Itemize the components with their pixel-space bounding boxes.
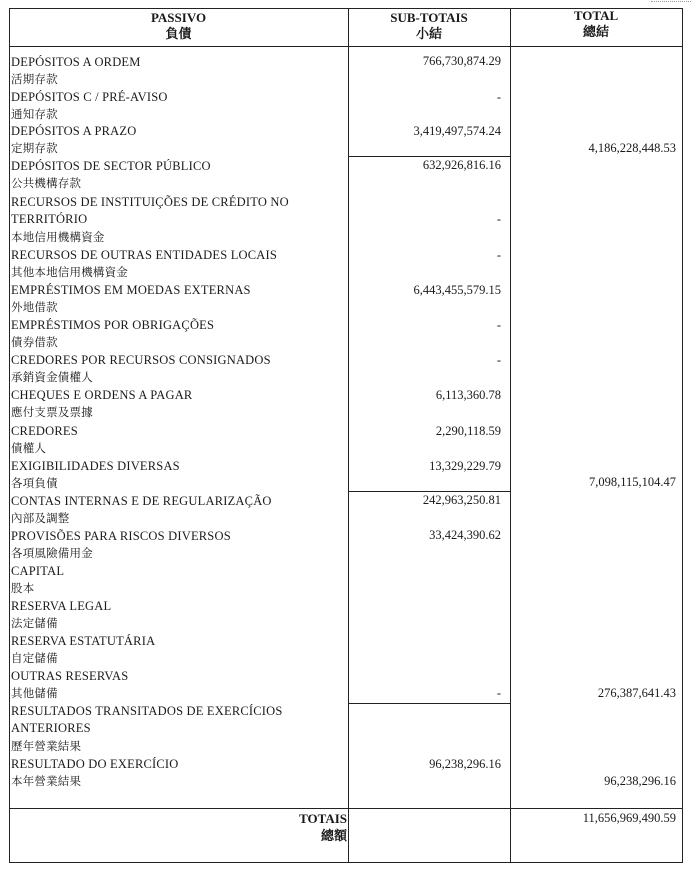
- row-subtotal: 33,424,390.62: [429, 528, 501, 542]
- row-subtotal: 3,419,497,574.24: [413, 124, 501, 138]
- row-subtotal: 2,290,118.59: [435, 424, 501, 438]
- row-label-pt: OUTRAS RESERVAS: [11, 669, 129, 683]
- row-label-cn: 其他本地信用機構資金: [11, 265, 128, 279]
- header-passivo: [9, 10, 348, 42]
- grid-subtotal-left: [348, 8, 349, 863]
- totals-label-pt: TOTAIS: [299, 811, 347, 826]
- row-label-cn: 股本: [11, 581, 35, 595]
- row-label-pt: PROVISÕES PARA RISCOS DIVERSOS: [11, 529, 231, 543]
- row-label-pt-2: ANTERIORES: [11, 721, 91, 735]
- row-label-pt: RESERVA ESTATUTÁRIA: [11, 634, 156, 648]
- row-label-pt: RECURSOS DE INSTITUIÇÕES DE CRÉDITO NO: [11, 195, 289, 209]
- grid-left: [9, 8, 10, 863]
- row-label-cn: 各項負債: [11, 476, 58, 490]
- row-subtotal: 242,963,250.81: [422, 493, 501, 507]
- row-subtotal: -: [496, 686, 501, 700]
- grid-right: [682, 8, 683, 863]
- row-total: 96,238,296.16: [604, 774, 676, 788]
- row-label-cn: 自定儲備: [11, 651, 58, 665]
- row-label-cn: 各項風險備用金: [11, 546, 93, 560]
- row-label-pt: CREDORES POR RECURSOS CONSIGNADOS: [11, 353, 271, 367]
- grid-totals-top: [9, 808, 682, 809]
- row-label-cn: 債權人: [11, 441, 47, 455]
- totals-label: [299, 810, 347, 844]
- row-label-cn: 法定儲備: [11, 616, 58, 630]
- header-subtotais: [348, 10, 510, 42]
- row-label-cn: 定期存款: [11, 141, 58, 155]
- row-label-pt: EMPRÉSTIMOS POR OBRIGAÇÕES: [11, 318, 215, 332]
- row-label-cn: 通知存款: [11, 107, 58, 121]
- row-subtotal: 96,238,296.16: [429, 757, 501, 771]
- row-label-cn: 應付支票及票據: [11, 405, 93, 419]
- row-label-pt: EMPRÉSTIMOS EM MOEDAS EXTERNAS: [11, 283, 251, 297]
- row-subtotal: 6,443,455,579.15: [413, 283, 501, 297]
- header-passivo-pt: PASSIVO: [150, 10, 207, 25]
- row-subtotal: -: [496, 212, 501, 226]
- header-total-pt: TOTAL: [573, 8, 619, 23]
- header-subtotais-pt: SUB-TOTAIS: [390, 10, 468, 25]
- row-label-cn: 債券借款: [11, 335, 58, 349]
- row-label-pt: DEPÓSITOS A PRAZO: [11, 124, 137, 138]
- row-label-pt-2: TERRITÓRIO: [11, 212, 88, 226]
- row-subtotal: -: [496, 248, 501, 262]
- row-label-pt: CAPITAL: [11, 564, 65, 578]
- row-label-pt: RECURSOS DE OUTRAS ENTIDADES LOCAIS: [11, 248, 278, 262]
- grand-total: 11,656,969,490.59: [582, 811, 676, 825]
- row-subtotal: -: [496, 353, 501, 367]
- row-label-pt: CREDORES: [11, 424, 78, 438]
- row-total: 4,186,228,448.53: [588, 141, 676, 155]
- row-label-pt: DEPÓSITOS DE SECTOR PÚBLICO: [11, 159, 211, 173]
- row-label-pt: RESERVA LEGAL: [11, 599, 112, 613]
- row-label-cn: 公共機構存款: [11, 176, 82, 190]
- header-subtotais-cn: 小結: [415, 26, 442, 41]
- row-label-pt: RESULTADO DO EXERCÍCIO: [11, 757, 179, 771]
- row-subtotal: -: [496, 318, 501, 332]
- row-label-cn: 外地借款: [11, 300, 58, 314]
- row-total: 276,387,641.43: [597, 686, 676, 700]
- row-subtotal: -: [496, 90, 501, 104]
- row-subtotal: 632,926,816.16: [422, 158, 501, 172]
- row-subtotal: 13,329,229.79: [429, 459, 501, 473]
- row-label-cn: 本年營業結果: [11, 774, 82, 788]
- grid-group3-end: [348, 703, 510, 704]
- row-label-pt: EXIGIBILIDADES DIVERSAS: [11, 459, 180, 473]
- row-subtotal: 766,730,874.29: [422, 54, 501, 68]
- row-label-cn: 內部及調整: [11, 511, 70, 525]
- row-label-pt: RESULTADOS TRANSITADOS DE EXERCÍCIOS: [11, 704, 283, 718]
- row-label-cn: 活期存款: [11, 72, 58, 86]
- row-label-cn: 承銷資金債權人: [11, 370, 93, 384]
- grid-header-bottom: [9, 46, 682, 47]
- scan-mark: [651, 1, 691, 6]
- grid-bottom: [9, 862, 682, 863]
- header-total: [510, 8, 682, 40]
- row-label-pt: DEPÓSITOS A ORDEM: [11, 55, 141, 69]
- row-label-pt: CONTAS INTERNAS E DE REGULARIZAÇÃO: [11, 494, 272, 508]
- row-label-cn: 本地信用機構資金: [11, 230, 105, 244]
- row-label-pt: CHEQUES E ORDENS A PAGAR: [11, 388, 193, 402]
- row-subtotal: 6,113,360.78: [435, 388, 501, 402]
- header-total-cn: 總結: [582, 24, 609, 39]
- row-label-cn: 其他儲備: [11, 686, 58, 700]
- row-label-pt: DEPÓSITOS C / PRÉ-AVISO: [11, 90, 168, 104]
- header-passivo-cn: 負債: [165, 26, 192, 41]
- totals-label-cn: 總額: [320, 828, 347, 843]
- row-total: 7,098,115,104.47: [588, 475, 676, 489]
- grid-total-left: [510, 8, 511, 863]
- row-label-cn: 歷年營業結果: [11, 739, 82, 753]
